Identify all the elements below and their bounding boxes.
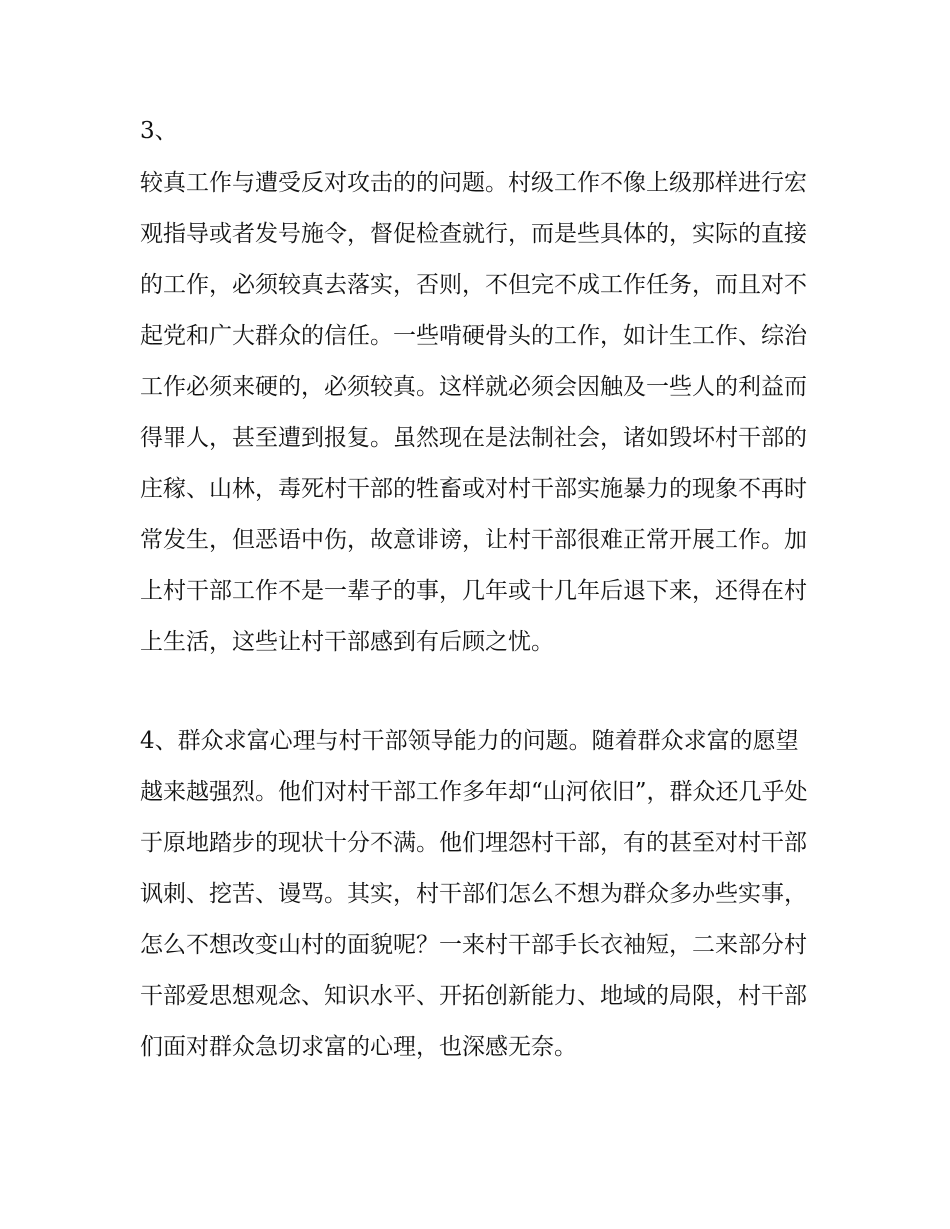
section-3-heading: 3、	[140, 118, 178, 144]
section-4-paragraph: 4、群众求富心理与村干部领导能力的问题。随着群众求富的愿望越来越强烈。他们对村干部工作多年却“山河依旧”，群众还几乎处于原地踏步的现状十分不满。他们埋怨村干部，有的甚至对村干部讽刺、挖苦、谩骂。其实，村干部们怎么不想为群众多办些实事，怎么不想改变山村的面貌呢？一来村干部手长衣袖短，二来部分村干部爱思想观念、知识水平、开拓创新能力、地域的局限，村干部们面对群众急切求富的心理，也深感无奈。	[140, 728, 808, 1060]
section-3-paragraph: 较真工作与遭受反对攻击的的问题。村级工作不像上级那样进行宏观指导或者发号施令，督促检查就行，而是些具体的，实际的直接的工作，必须较真去落实，否则，不但完不成工作任务，而且对不起党和广大群众的信任。一些啃硬骨头的工作，如计生工作、综治工作必须来硬的，必须较真。这样就必须会因触及一些人的利益而得罪人，甚至遭到报复。虽然现在是法制社会，诸如毁坏村干部的庄稼、山林，毒死村干部的牲畜或对村干部实施暴力的现象不再时常发生，但恶语中伤，故意诽谤，让村干部很难正常开展工作。加上村干部工作不是一辈子的事，几年或十几年后退下来，还得在村上生活，这些让村干部感到有后顾之忧。	[140, 170, 807, 655]
